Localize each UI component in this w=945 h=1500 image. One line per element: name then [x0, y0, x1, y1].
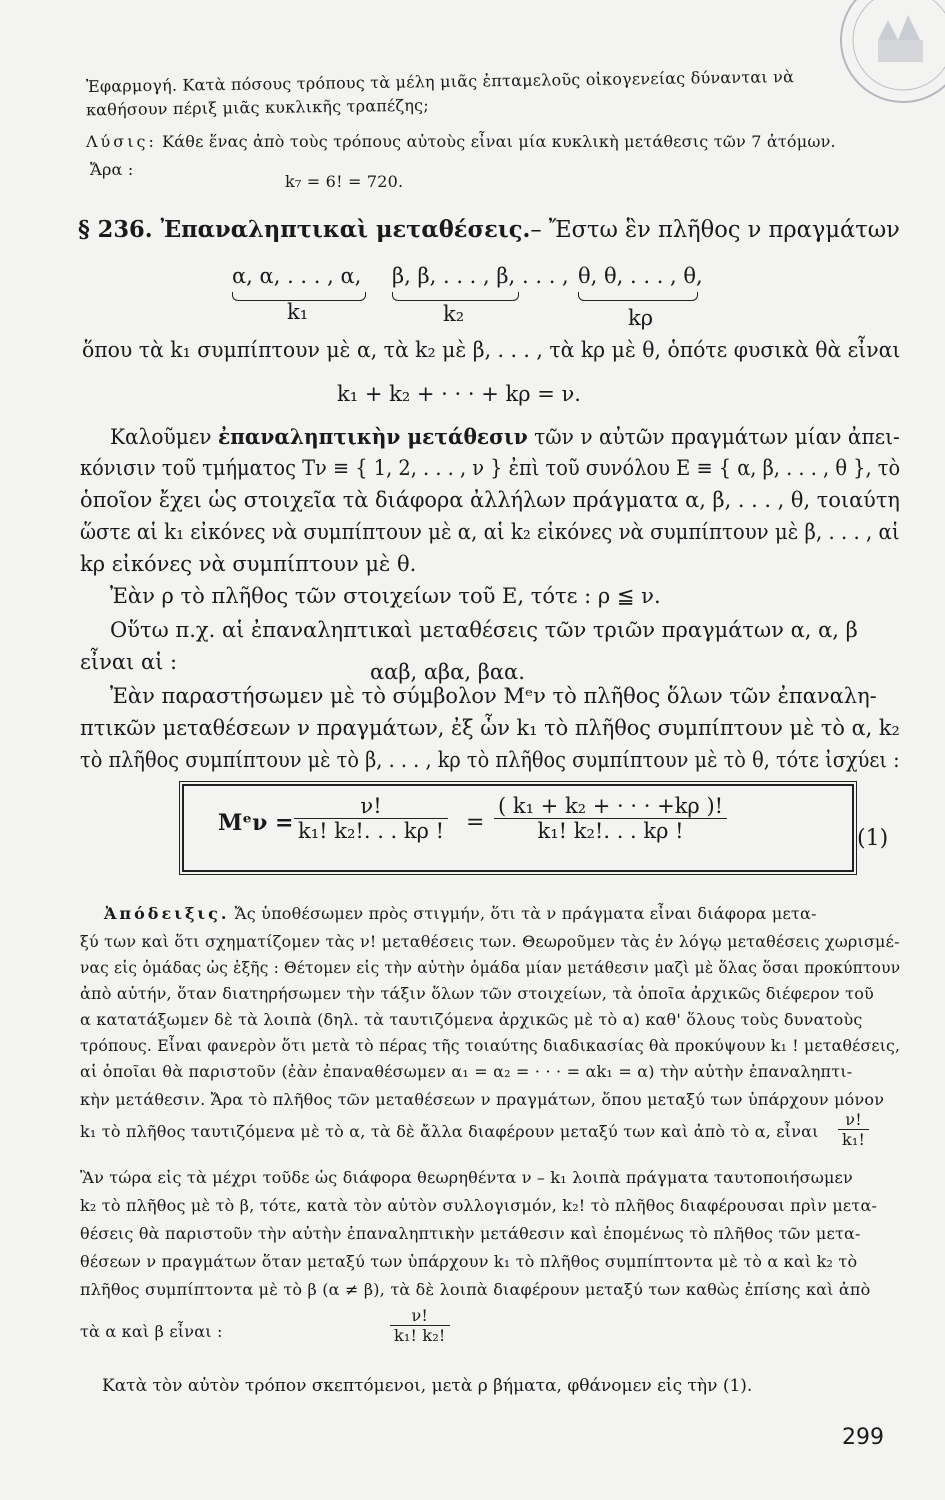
proof-line-13: θέσεων ν πραγμάτων ὅταν μεταξύ των ὑπάρχουν k₁ τὸ πλῆθος συμπίπτοντα μὲ τὸ α καὶ k₂ τὸ	[80, 1252, 858, 1271]
group-dots: . . . ,	[522, 264, 569, 288]
formula-f2-den: k₁! k₂!. . . kρ !	[537, 819, 684, 843]
body-p2c: ὁποῖον ἔχει ὡς στοιχεῖα τὰ διάφορα ἀλλήλων πράγματα α, β, . . . , θ, τοιαύτη	[80, 488, 900, 512]
body-p5a: Ἐὰν παραστήσωμεν μὲ τὸ σύμβολον Mᵉν τὸ πλῆθος ὅλων τῶν ἐπαναλη-	[110, 684, 877, 708]
kp-label: kρ	[628, 306, 654, 330]
section-heading-rest: – Ἔστω ἓν πλῆθος ν πραγμάτων	[530, 217, 900, 243]
body-p4c: ααβ, αβα, βαα.	[370, 660, 525, 684]
result-value: k₇ = 6! = 720.	[285, 172, 404, 191]
proof-f1-den: k₁!	[842, 1130, 866, 1149]
body-p2d: ὥστε αἱ k₁ εἰκόνες νὰ συμπίπτουν μὲ α, αἱ k₂ εἰκόνες νὰ συμπίπτουν μὲ β, . . . , αἱ	[80, 520, 900, 544]
formula-f1-num: ν!	[294, 794, 448, 819]
body-p3: Ἐὰν ρ τὸ πλῆθος τῶν στοιχείων τοῦ E, τότε : ρ ≦ ν.	[110, 584, 661, 608]
underbrace-theta	[578, 292, 698, 301]
proof-line-4: ἀπὸ αὐτήν, ὅταν διατηρήσωμεν τὴν τάξιν ὅλων τῶν στοιχείων, τὰ ὁποῖα ἀρχικῶς διέφερον τοῦ	[80, 984, 874, 1003]
application-line-1: Ἐφαρμογή. Κατὰ πόσους τρόπους τὰ μέλη μιᾶς ἑπταμελοῦς οἰκογενείας δύνανται νὰ	[85, 67, 795, 96]
group-theta: θ, θ, . . . , θ,	[578, 264, 703, 288]
proof-line-15: τὰ α καὶ β εἶναι :	[80, 1322, 223, 1341]
body-p2a	[110, 424, 900, 449]
body-p5b: πτικῶν μεταθέσεων ν πραγμάτων, ἐξ ὧν k₁ τὸ πλῆθος συμπίπτουν μὲ τὸ α, k₂	[80, 716, 900, 740]
proof-line-16: Κατὰ τὸν αὐτὸν τρόπον σκεπτόμενοι, μετὰ ρ βήματα, φθάνομεν εἰς τὴν (1).	[102, 1376, 753, 1396]
proof-fraction-2	[390, 1306, 450, 1345]
formula-equals: =	[466, 810, 485, 835]
proof-f1-num: ν!	[838, 1110, 869, 1130]
formula-box	[182, 784, 854, 872]
library-stamp	[808, 0, 945, 110]
proof-line-14: πλῆθος συμπίπτοντα μὲ τὸ β (α ≠ β), τὰ δὲ λοιπὰ διαφέρουν μεταξύ των καθὼς ἐπίσης καὶ ἀπὸ	[80, 1280, 871, 1299]
proof-line-12: θέσεις θὰ παριστοῦν τὴν αὐτὴν ἐπαναληπτικὴν μετάθεσιν καὶ ἑπομένως τὸ πλῆθος τῶν μετα-	[80, 1224, 861, 1243]
body-p4a: Οὕτω π.χ. αἱ ἐπαναληπτικαὶ μεταθέσεις τῶν τριῶν πραγμάτων α, α, β	[110, 618, 858, 642]
ara-label: Ἄρα :	[90, 160, 134, 179]
section-title: § 236. Ἐπαναληπτικαὶ μεταθέσεις.	[78, 216, 531, 243]
formula-fraction-2	[494, 794, 727, 843]
solution-text: Κάθε ἕνας ἀπὸ τοὺς τρόπους αὐτοὺς εἶναι μία κυκλικὴ μετάθεσις τῶν 7 ἀτόμων.	[162, 132, 836, 151]
formula-tag: (1)	[857, 826, 889, 851]
proof-line-8: κὴν μετάθεσιν. Ἄρα τὸ πλῆθος τῶν μεταθέσεων ν πραγμάτων, ὅπου μεταξύ των ὑπάρχουν μόνον	[80, 1090, 885, 1109]
solution-line	[86, 132, 836, 151]
p2a-post: τῶν ν αὐτῶν πραγμάτων μίαν ἀπει-	[527, 425, 900, 449]
proof-line-9: k₁ τὸ πλῆθος ταυτιζόμενα μὲ τὸ α, τὰ δὲ ἄλλα διαφέρουν μεταξύ των καὶ ἀπὸ τὸ α, εἶναι	[80, 1122, 819, 1141]
body-p5c: τὸ πλῆθος συμπίπτουν μὲ τὸ β, . . . , kρ τὸ πλῆθος συμπίπτουν μὲ τὸ θ, τότε ἰσχύει :	[80, 748, 900, 772]
group-alpha: α, α, . . . , α,	[232, 264, 362, 288]
formula-f1-den: k₁! k₂!. . . kρ !	[298, 819, 445, 843]
formula-lhs: Mᵉν =	[218, 810, 294, 836]
proof-label: Ἀπόδειξις.	[104, 904, 230, 923]
proof-line-3: νας εἰς ὁμάδας ὡς ἑξῆς : Θέτομεν εἰς τὴν αὐτὴν ὁμάδα μίαν μετάθεσιν μαζὶ μὲ ὅλας ὅσαι προκύπτουν	[80, 958, 901, 977]
page-number: 299	[842, 1425, 884, 1450]
k2-label: k₂	[443, 302, 465, 326]
p2a-pre: Καλοῦμεν	[110, 425, 218, 449]
formula-fraction-1	[294, 794, 448, 843]
proof-line-5: α κατατάξωμεν δὲ τὰ λοιπὰ (δηλ. τὰ ταυτιζόμενα ἀρχικῶς μὲ τὸ α) καθ' ὅλους τοὺς δυνατοὺς	[80, 1010, 863, 1029]
body-p2e: kρ εἰκόνες νὰ συμπίπτουν μὲ θ.	[80, 552, 417, 576]
application-line-2: καθήσουν πέριξ μιᾶς κυκλικῆς τραπέζης;	[85, 95, 429, 120]
underbrace-beta	[392, 292, 519, 301]
k1-label: k₁	[287, 300, 309, 324]
proof-f2-num: ν!	[390, 1306, 450, 1326]
equation-sum: k₁ + k₂ + · · · + kρ = ν.	[337, 382, 581, 406]
proof-line-6: τρόπους. Εἶναι φανερὸν ὅτι μετὰ τὸ πέρας τῆς τοιαύτης διαδικασίας θὰ προκύψουν k₁ ! μεταθέσεις,	[80, 1036, 901, 1055]
proof-line-1	[104, 904, 817, 923]
proof-fraction-1	[838, 1110, 869, 1149]
proof-f2-den: k₁! k₂!	[394, 1326, 446, 1345]
proof-line-11: k₂ τὸ πλῆθος μὲ τὸ β, τότε, κατὰ τὸν αὐτὸν συλλογισμόν, k₂! τὸ πλῆθος διαφέρουσαι πρὶν μετα-	[80, 1196, 878, 1215]
proof-l1: Ἄς ὑποθέσωμεν πρὸς στιγμήν, ὅτι τὰ ν πράγματα εἶναι διάφορα μετα-	[234, 904, 817, 923]
proof-line-2: ξύ των καὶ ὅτι σχηματίζομεν τὰς ν! μεταθέσεις των. Θεωροῦμεν τὰς ἐν λόγῳ μεταθέσεις χωρισμέ-	[80, 932, 900, 951]
body-p1: ὅπου τὰ k₁ συμπίπτουν μὲ α, τὰ k₂ μὲ β, . . . , τὰ kρ μὲ θ, ὁπότε φυσικὰ θὰ εἶναι	[82, 338, 901, 362]
proof-line-10: Ἂν τώρα εἰς τὰ μέχρι τοῦδε ὡς διάφορα θεωρηθέντα ν – k₁ λοιπὰ πράγματα ταυτοποιήσωμεν	[80, 1168, 853, 1187]
section-heading	[78, 216, 900, 243]
p2a-term: ἐπαναληπτικὴν μετάθεσιν	[217, 424, 528, 449]
body-p4b: εἶναι αἱ :	[80, 650, 178, 674]
solution-label: Λύσις:	[86, 132, 157, 151]
proof-line-7: αἱ ὁποῖαι θὰ παριστοῦν (ἐὰν ἐπαναθέσωμεν α₁ = α₂ = · · · = αk₁ = α) τὴν αὐτὴν ἐπαναληπτι-	[80, 1062, 853, 1081]
body-p2b: κόνισιν τοῦ τμήματος Tν ≡ { 1, 2, . . . , ν } ἐπὶ τοῦ συνόλου E ≡ { α, β, . . . , θ }, τὸ	[80, 456, 901, 480]
formula-f2-num: ( k₁ + k₂ + · · · +kρ )!	[494, 794, 727, 819]
group-beta: β, β, . . . , β,	[392, 264, 516, 288]
